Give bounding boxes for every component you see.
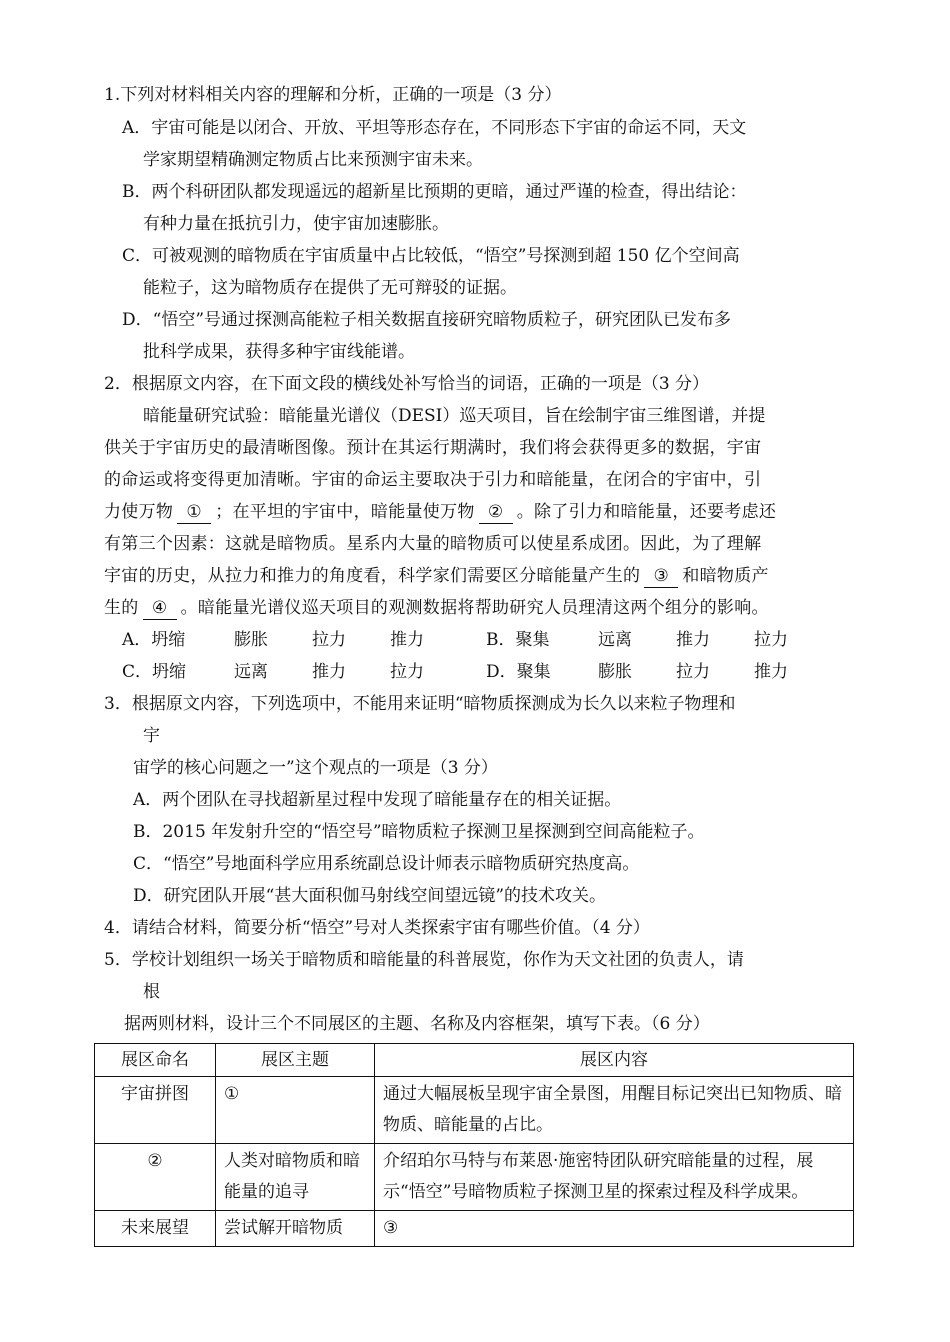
q3-option-a: A．两个团队在寻找超新星过程中发现了暗能量存在的相关证据。	[133, 790, 622, 810]
q2-passage-line3: 的命运或将变得更加清晰。宇宙的命运主要取决于引力和暗能量，在闭合的宇宙中，引	[104, 470, 762, 490]
table-header-row	[95, 1044, 854, 1077]
option-word: 拉力	[312, 630, 346, 650]
q5-stem-line1: 5．学校计划组织一场关于暗物质和暗能量的科普展览，你作为天文社团的负责人，请	[104, 950, 744, 970]
q2-text: ；在平坦的宇宙中，暗能量使万物	[215, 502, 475, 522]
table-cell: 未来展望	[95, 1211, 216, 1247]
table-row	[95, 1077, 854, 1144]
q3-stem-line1: 3．根据原文内容，下列选项中，不能用来证明“暗物质探测成为长久以来粒子物理和	[104, 694, 736, 714]
q2-option-c	[122, 661, 424, 683]
q2-text: 宇宙的历史，从拉力和推力的角度看，科学家们需要区分暗能量产生的	[104, 566, 641, 586]
q1-option-b-line1: B．两个科研团队都发现遥远的超新星比预期的更暗，通过严谨的检查，得出结论：	[122, 182, 747, 202]
option-word: 拉力	[390, 662, 424, 682]
q1-option-d-line1: D．“悟空”号通过探测高能粒子相关数据直接研究暗物质粒子，研究团队已发布多	[122, 310, 732, 330]
q2-text: 。暗能量光谱仪巡天项目的观测数据将帮助研究人员理清这两个组分的影响。	[180, 598, 769, 618]
blank-3: ③	[644, 565, 678, 588]
q1-option-c-line2: 能粒子，这为暗物质存在提供了无可辩驳的证据。	[143, 278, 517, 298]
option-word: 膨胀	[234, 630, 268, 650]
option-word: 推力	[390, 630, 424, 650]
q5-stem-line2: 根	[143, 982, 160, 1002]
q2-passage-line6	[104, 565, 849, 588]
q1-option-a-line2: 学家期望精确测定物质占比来预测宇宙未来。	[143, 150, 483, 170]
table-cell: 尝试解开暗物质	[216, 1211, 375, 1247]
option-word: A．坍缩	[122, 630, 186, 650]
q2-passage-line4	[104, 501, 849, 524]
table-cell: 人类对暗物质和暗能量的追寻	[216, 1144, 375, 1211]
q2-stem: 2．根据原文内容，在下面文段的横线处补写恰当的词语，正确的一项是（3 分）	[104, 374, 710, 394]
q2-text: 生的	[104, 598, 139, 618]
header-cell: 展区主题	[216, 1044, 375, 1077]
q3-option-d: D．研究团队开展“甚大面积伽马射线空间望远镜”的技术攻关。	[133, 886, 607, 906]
option-word: 远离	[598, 630, 632, 650]
header-cell: 展区内容	[375, 1044, 854, 1077]
q2-option-b	[486, 629, 788, 651]
q1-option-c-line1: C．可被观测的暗物质在宇宙质量中占比较低，“悟空”号探测到超 150 亿个空间高	[122, 246, 740, 266]
q1-option-d-line2: 批科学成果，获得多种宇宙线能谱。	[143, 342, 415, 362]
q3-option-b: B．2015 年发射升空的“悟空号”暗物质粒子探测卫星探测到空间高能粒子。	[133, 822, 705, 842]
blank-4: ④	[143, 597, 177, 620]
table-cell: 通过大幅展板呈现宇宙全景图，用醒目标记突出已知物质、暗物质、暗能量的占比。	[375, 1077, 854, 1144]
q1-option-b-line2: 有种力量在抵抗引力，使宇宙加速膨胀。	[143, 214, 449, 234]
option-word: 拉力	[676, 662, 710, 682]
blank-1: ①	[177, 501, 211, 524]
option-word: B．聚集	[486, 630, 550, 650]
q2-passage-line7	[104, 597, 849, 620]
q3-stem-line3: 宙学的核心问题之一”这个观点的一项是（3 分）	[133, 758, 498, 778]
header-cell: 展区命名	[95, 1044, 216, 1077]
table-row	[95, 1211, 854, 1247]
table-cell[interactable]: ③	[375, 1211, 854, 1247]
option-word: 膨胀	[598, 662, 632, 682]
option-word: 推力	[754, 662, 788, 682]
q4-stem: 4．请结合材料，简要分析“悟空”号对人类探索宇宙有哪些价值。（4 分）	[104, 918, 650, 938]
table-cell[interactable]: ①	[216, 1077, 375, 1144]
q3-option-c: C．“悟空”号地面科学应用系统副总设计师表示暗物质研究热度高。	[133, 854, 640, 874]
q2-passage-line2: 供关于宇宙历史的最清晰图像。预计在其运行期满时，我们将会获得更多的数据，宇宙	[104, 438, 762, 458]
q2-option-a	[122, 629, 424, 651]
q2-option-d	[486, 661, 788, 683]
option-word: 推力	[676, 630, 710, 650]
q2-text: 。除了引力和暗能量，还要考虑还	[516, 502, 777, 522]
q2-text: 和暗物质产	[682, 566, 769, 586]
table-cell: 宇宙拼图	[95, 1077, 216, 1144]
q5-stem-line3: 据两则材料，设计三个不同展区的主题、名称及内容框架，填写下表。（6 分）	[124, 1014, 710, 1034]
q2-passage-line1: 暗能量研究试验：暗能量光谱仪（DESI）巡天项目，旨在绘制宇宙三维图谱，并提	[143, 406, 766, 426]
q1-stem: 1.下列对材料相关内容的理解和分析，正确的一项是（3 分）	[104, 85, 562, 105]
table-cell[interactable]: ②	[95, 1144, 216, 1211]
option-word: 推力	[312, 662, 346, 682]
option-word: D．聚集	[486, 662, 551, 682]
q1-option-a-line1: A．宇宙可能是以闭合、开放、平坦等形态存在，不同形态下宇宙的命运不同，天文	[122, 118, 747, 138]
table-cell: 介绍珀尔马特与布莱恩·施密特团队研究暗能量的过程，展示“悟空”号暗物质粒子探测卫星的探索过程及科学成果。	[375, 1144, 854, 1211]
q2-text: 力使万物	[104, 502, 174, 522]
option-word: C．坍缩	[122, 662, 187, 682]
option-word: 拉力	[754, 630, 788, 650]
q3-stem-line2: 宇	[143, 726, 160, 746]
blank-2: ②	[479, 501, 513, 524]
q2-passage-line5: 有第三个因素：这就是暗物质。星系内大量的暗物质可以使星系成团。因此，为了理解	[104, 534, 762, 554]
option-word: 远离	[234, 662, 268, 682]
table-row	[95, 1144, 854, 1211]
exhibit-table	[94, 1043, 854, 1247]
